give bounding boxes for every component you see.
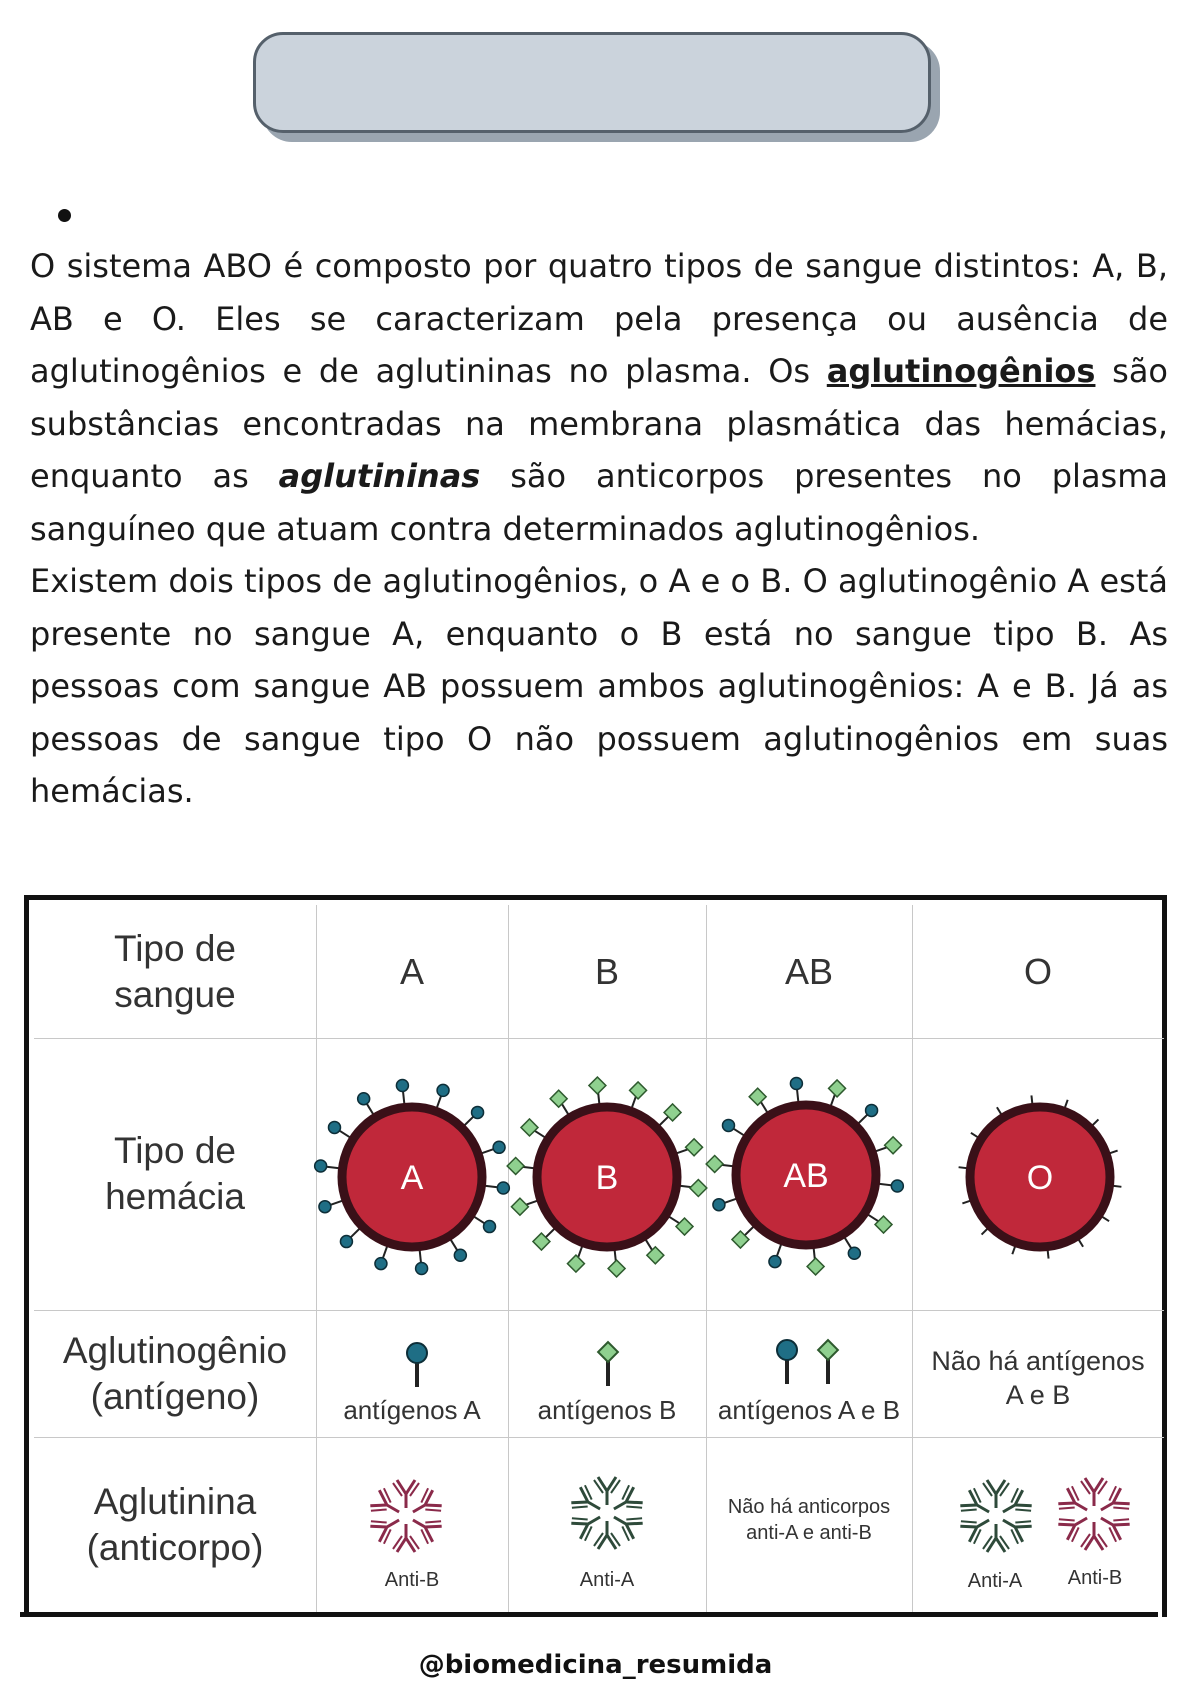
col-header-o: O [1023, 950, 1052, 992]
col-header-b: B [594, 950, 619, 992]
anti-b-antibody-icon-o [1056, 1478, 1131, 1550]
footer-handle: @biomedicina_resumida [418, 1650, 773, 1680]
term-aglutininas: aglutininas [278, 457, 481, 495]
row-label-antigen: Aglutinogênio (antígeno) [62, 1329, 288, 1417]
term-aglutinogenios: aglutinogênios [826, 352, 1096, 390]
antigen-label-o: Não há antígenos A e B [931, 1346, 1145, 1410]
anti-a-antibody-icon [569, 1477, 644, 1549]
antigen-label-ab: antígenos A e B [717, 1394, 901, 1425]
red-cell-label-ab: AB [783, 1157, 829, 1195]
anti-b-antibody-icon [368, 1480, 443, 1552]
antibody-label-ab-col: Não há anticorpos anti-A e anti-B [727, 1496, 891, 1544]
row-label-antibody: Aglutinina (anticorpo) [86, 1480, 264, 1568]
paragraph-2: Existem dois tipos de aglutinogênios, o A e o B. O aglutinogênio A está presente no sangue A, enquanto o B está no sangue tipo B. As pessoas com sangue AB possuem ambos aglutinogênios: A e B. Já as pessoas de sangue tipo O não possuem aglutinogênios em suas hemácias. [30, 562, 1168, 810]
col-header-a: A [399, 950, 424, 992]
row-label-cell-type: Tipo de hemácia [105, 1130, 245, 1217]
antibody-label-o-anti-a: Anti-A [967, 1570, 1023, 1592]
red-cell-label-o: O [1026, 1159, 1054, 1197]
antibody-label-a-col: Anti-B [384, 1569, 440, 1591]
col-header-ab: AB [784, 950, 834, 992]
anti-a-antibody-icon-o [958, 1480, 1033, 1552]
antibody-label-o-anti-b: Anti-B [1067, 1567, 1123, 1589]
row-label-blood-type: Tipo de sangue [113, 927, 237, 1015]
paragraph-1: O sistema ABO é composto por quatro tipos de sangue distintos: A, B, AB e O. Eles se caracterizam pela presença ou ausência de aglutinogênios e de aglutininas no plasma. Os aglutinogênios são substâncias encontradas na membrana plasmática das hemácias, enquanto as aglutininas são anticorpos presentes no plasma sanguíneo que atuam contra determinados aglutinogênios. [30, 247, 1169, 548]
antigen-label-b: antígenos B [537, 1394, 677, 1425]
red-cell-label-b: B [595, 1159, 619, 1197]
antibody-label-b-col: Anti-A [579, 1569, 635, 1591]
antigen-label-a: antígenos A [343, 1394, 481, 1425]
red-cell-label-a: A [400, 1159, 424, 1197]
